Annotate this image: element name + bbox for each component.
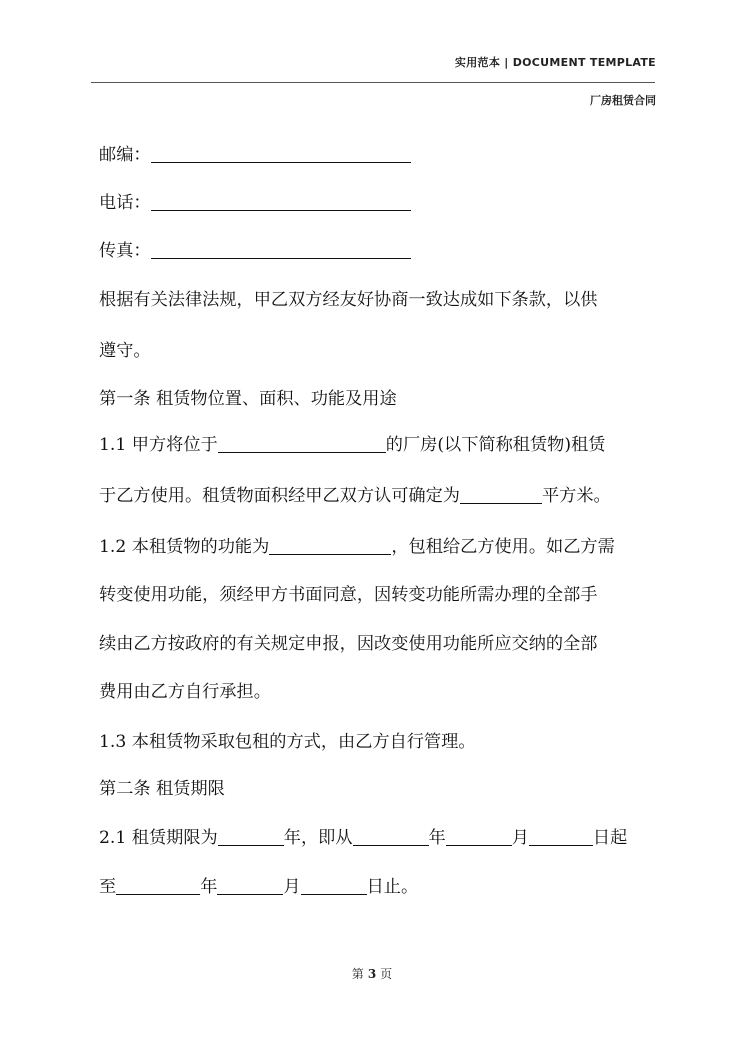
postcode-label: 邮编： [99, 145, 151, 165]
clause-1-2-text-b: ，包租给乙方使用。如乙方需 [391, 537, 615, 557]
page-number: 3 [367, 967, 377, 981]
term-years-blank[interactable] [218, 827, 284, 846]
clause-1-1-text-d: 平方米。 [541, 486, 611, 506]
header-doc-title: 厂房租赁合同 [590, 94, 656, 107]
function-blank[interactable] [269, 536, 391, 555]
clause-2-1-line-2 [99, 876, 659, 898]
article-2-title: 第二条 租赁期限 [99, 779, 225, 799]
phone-label: 电话： [99, 193, 151, 213]
start-day-blank[interactable] [529, 827, 593, 846]
end-year-blank[interactable] [116, 876, 200, 895]
clause-1-2-line-3: 续由乙方按政府的有关规定申报，因改变使用功能所应交纳的全部 [99, 634, 598, 654]
clause-1-1-text-c: 于乙方使用。租赁物面积经甲乙双方认可确定为 [99, 486, 460, 506]
article-1-title: 第一条 租赁物位置、面积、功能及用途 [99, 389, 397, 409]
clause-2-1-text-b: 年，即从 [283, 828, 353, 848]
clause-1-1-line-1 [99, 434, 659, 456]
clause-2-1-text-a: 2.1 租赁期限为 [99, 828, 218, 848]
end-day-blank[interactable] [301, 876, 367, 895]
header-brand: 实用范本 | DOCUMENT TEMPLATE [454, 56, 656, 69]
postcode-line [99, 144, 659, 166]
start-year-blank[interactable] [353, 827, 429, 846]
page-footer [0, 965, 744, 982]
clause-1-1-text-a: 1.1 甲方将位于 [99, 435, 218, 455]
page-suffix: 页 [380, 967, 393, 981]
clause-2-1-text-e: 日起 [592, 828, 628, 848]
clause-2-1-text-d: 月 [511, 828, 529, 848]
clause-1-2-line-4: 费用由乙方自行承担。 [99, 682, 271, 702]
page-prefix: 第 [351, 967, 364, 981]
clause-1-2-line-2: 转变使用功能，须经甲方书面同意，因转变功能所需办理的全部手 [99, 585, 598, 605]
clause-2-1-line-1 [99, 827, 659, 849]
end-month-blank[interactable] [217, 876, 283, 895]
clause-2-1-text-i: 日止。 [366, 877, 419, 897]
clause-2-1-text-g: 年 [200, 877, 218, 897]
header-divider [91, 82, 655, 83]
clause-1-2-line-1 [99, 536, 659, 558]
fax-line [99, 240, 659, 262]
postcode-blank[interactable] [151, 144, 411, 163]
start-month-blank[interactable] [446, 827, 512, 846]
location-blank[interactable] [218, 434, 386, 453]
clause-1-1-line-2 [99, 485, 659, 507]
clause-2-1-text-c: 年 [428, 828, 446, 848]
clause-2-1-text-h: 月 [283, 877, 301, 897]
intro-line-1: 根据有关法律法规，甲乙双方经友好协商一致达成如下条款，以供 [99, 290, 598, 310]
intro-line-2: 遵守。 [99, 341, 151, 361]
clause-2-1-text-f: 至 [99, 877, 117, 897]
clause-1-1-text-b: 的厂房(以下简称租赁物)租赁 [385, 435, 606, 455]
fax-label: 传真： [99, 241, 151, 261]
fax-blank[interactable] [151, 240, 411, 259]
phone-line [99, 192, 659, 214]
clause-1-3: 1.3 本租赁物采取包租的方式，由乙方自行管理。 [99, 732, 476, 752]
area-blank[interactable] [460, 485, 542, 504]
clause-1-2-text-a: 1.2 本租赁物的功能为 [99, 537, 270, 557]
phone-blank[interactable] [151, 192, 411, 211]
